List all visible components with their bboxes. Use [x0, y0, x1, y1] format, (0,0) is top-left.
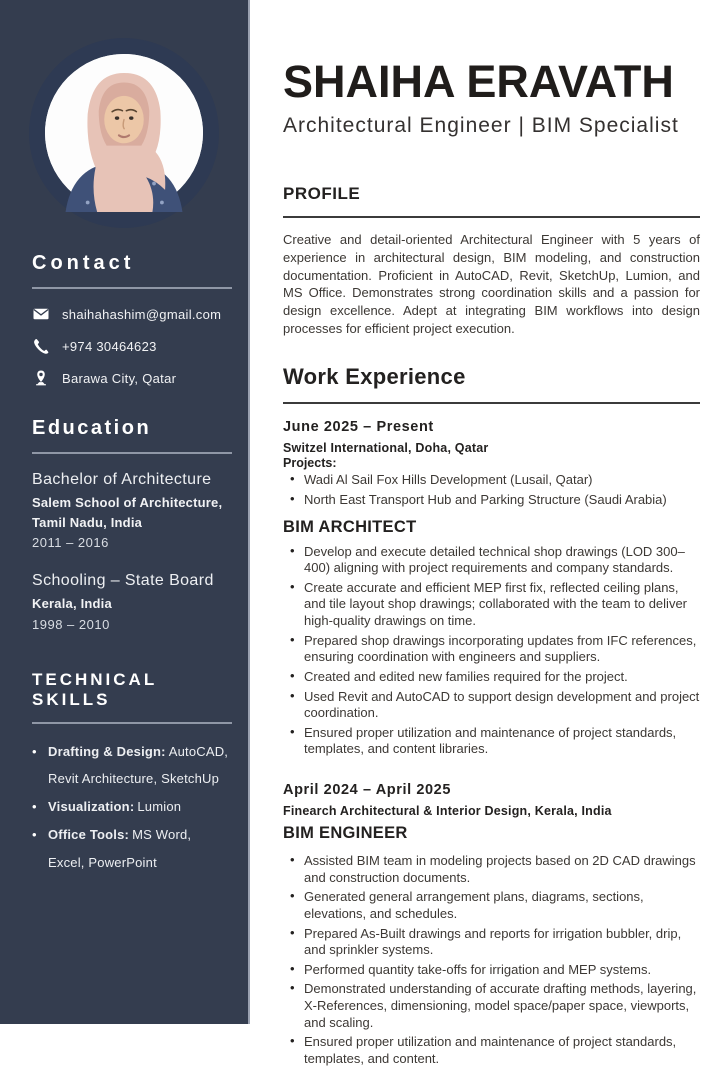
experience-section	[283, 364, 700, 1067]
skill-item	[32, 821, 230, 877]
profile-photo	[45, 54, 203, 212]
skills-list	[32, 738, 230, 878]
job-bullet: • Ensured proper utilization and maintenance of project standards, templates, and content.	[283, 1034, 700, 1067]
skill-value: Lumion	[137, 799, 182, 815]
project-item: • North East Transport Hub and Parking Structure (Saudi Arabia)	[283, 492, 700, 509]
person-job-title: Architectural Engineer | BIM Specialist	[283, 114, 679, 138]
sidebar	[0, 0, 250, 1024]
job-dates: April 2024 – April 2025	[283, 782, 452, 799]
education-years: 1998 – 2010	[32, 616, 110, 632]
job-bullet: • Prepared shop drawings incorporating updates from IFC references, ensuring coordination with engineers and suppliers.	[283, 633, 700, 666]
skill-label: Drafting & Design:	[48, 743, 166, 759]
contact-divider	[32, 287, 232, 289]
skill-label: Office Tools:	[48, 827, 130, 843]
skill-item	[32, 738, 230, 794]
contact-heading: Contact	[32, 252, 135, 274]
contact-location-text: Barawa City, Qatar	[62, 370, 177, 386]
skills-heading: TECHNICAL SKILLS	[32, 669, 157, 709]
skills-section	[0, 670, 248, 878]
education-school: Kerala, India	[32, 596, 112, 611]
education-divider	[32, 452, 232, 454]
job-role: BIM ARCHITECT	[283, 517, 417, 536]
job-entry	[283, 782, 700, 1068]
phone-icon	[32, 337, 50, 355]
education-entry	[32, 471, 230, 550]
profile-heading: PROFILE	[283, 184, 361, 204]
project-item: • Wadi Al Sail Fox Hills Development (Lusail, Qatar)	[283, 472, 700, 489]
skill-value: MS Word, Excel, PowerPoint	[48, 827, 192, 871]
profile-text: Creative and detail-oriented Architectural Engineer with 5 years of experience in architectural design, BIM modeling, and construction documentation. Proficient in AutoCAD, Revit, SketchUp, Lumion, and MS Office. Demonstrates strong coordination skills and a passion for design excellence. Adept at integrating BIM workflows into design processes for efficient project execution.	[283, 232, 700, 336]
profile-divider	[283, 216, 700, 218]
education-heading: Education	[32, 417, 152, 439]
job-bullet: • Assisted BIM team in modeling projects based on 2D CAD drawings and construction documents.	[283, 853, 700, 886]
email-icon	[32, 305, 50, 323]
skill-item	[32, 793, 230, 821]
skills-divider	[32, 722, 232, 724]
job-bullet-list	[283, 544, 700, 759]
location-icon	[32, 369, 50, 387]
job-bullet: • Create accurate and efficient MEP first fix, reflected ceiling plans, and tile layout shop drawings; collaborated with the team to deliver high-quality drawings on time.	[283, 580, 700, 630]
education-degree: Bachelor of Architecture	[32, 471, 212, 488]
job-role: BIM ENGINEER	[283, 824, 408, 843]
job-bullet: • Ensured proper utilization and maintenance of project standards, templates, and content libraries.	[283, 725, 700, 758]
job-company: Switzel International, Doha, Qatar	[283, 441, 489, 456]
job-bullet: • Demonstrated understanding of accurate drafting methods, layering, X-References, dimensioning, model space/paper space, viewports, and scaling.	[283, 981, 700, 1031]
education-section	[0, 417, 248, 632]
job-bullet: • Used Revit and AutoCAD to support design development and project coordination.	[283, 689, 700, 722]
experience-heading: Work Experience	[283, 364, 466, 390]
job-bullet-list	[283, 853, 700, 1068]
education-degree: Schooling – State Board	[32, 572, 214, 589]
job-bullet: • Performed quantity take-offs for irrigation and MEP systems.	[283, 962, 700, 979]
profile-photo-ring	[29, 38, 219, 228]
contact-item-email	[32, 305, 230, 323]
job-bullet: • Develop and execute detailed technical shop drawings (LOD 300–400) aligning with project requirements and company standards.	[283, 544, 700, 577]
contact-item-location	[32, 369, 230, 387]
job-company: Finearch Architectural & Interior Design, Kerala, India	[283, 804, 612, 819]
job-dates: June 2025 – Present	[283, 419, 434, 436]
job-entry	[283, 419, 700, 758]
contact-email-text: shaihahashim@gmail.com	[62, 306, 222, 322]
education-school: Salem School of Architecture, Tamil Nadu, India	[32, 495, 223, 530]
skill-label: Visualization:	[48, 799, 135, 815]
projects-list	[283, 472, 700, 508]
job-bullet: • Prepared As-Built drawings and reports for irrigation bubbler, drip, and sprinkler systems.	[283, 926, 700, 959]
person-name: SHAIHA ERAVATH	[283, 56, 674, 107]
profile-section	[283, 184, 700, 337]
contact-list	[32, 305, 230, 387]
education-entry	[32, 572, 230, 632]
education-years: 2011 – 2016	[32, 535, 109, 550]
projects-label: Projects:	[283, 456, 337, 471]
contact-item-phone	[32, 337, 230, 355]
job-bullet: • Generated general arrangement plans, diagrams, sections, elevations, and schedules.	[283, 889, 700, 922]
job-bullet: • Created and edited new families required for the project.	[283, 669, 700, 686]
contact-phone-text: +974 30464623	[62, 338, 157, 354]
contact-section	[0, 252, 248, 387]
portrait-illustration	[45, 54, 203, 212]
main-content	[252, 0, 725, 1066]
skill-value: AutoCAD, Revit Architecture, SketchUp	[48, 743, 229, 787]
experience-divider	[283, 402, 700, 404]
